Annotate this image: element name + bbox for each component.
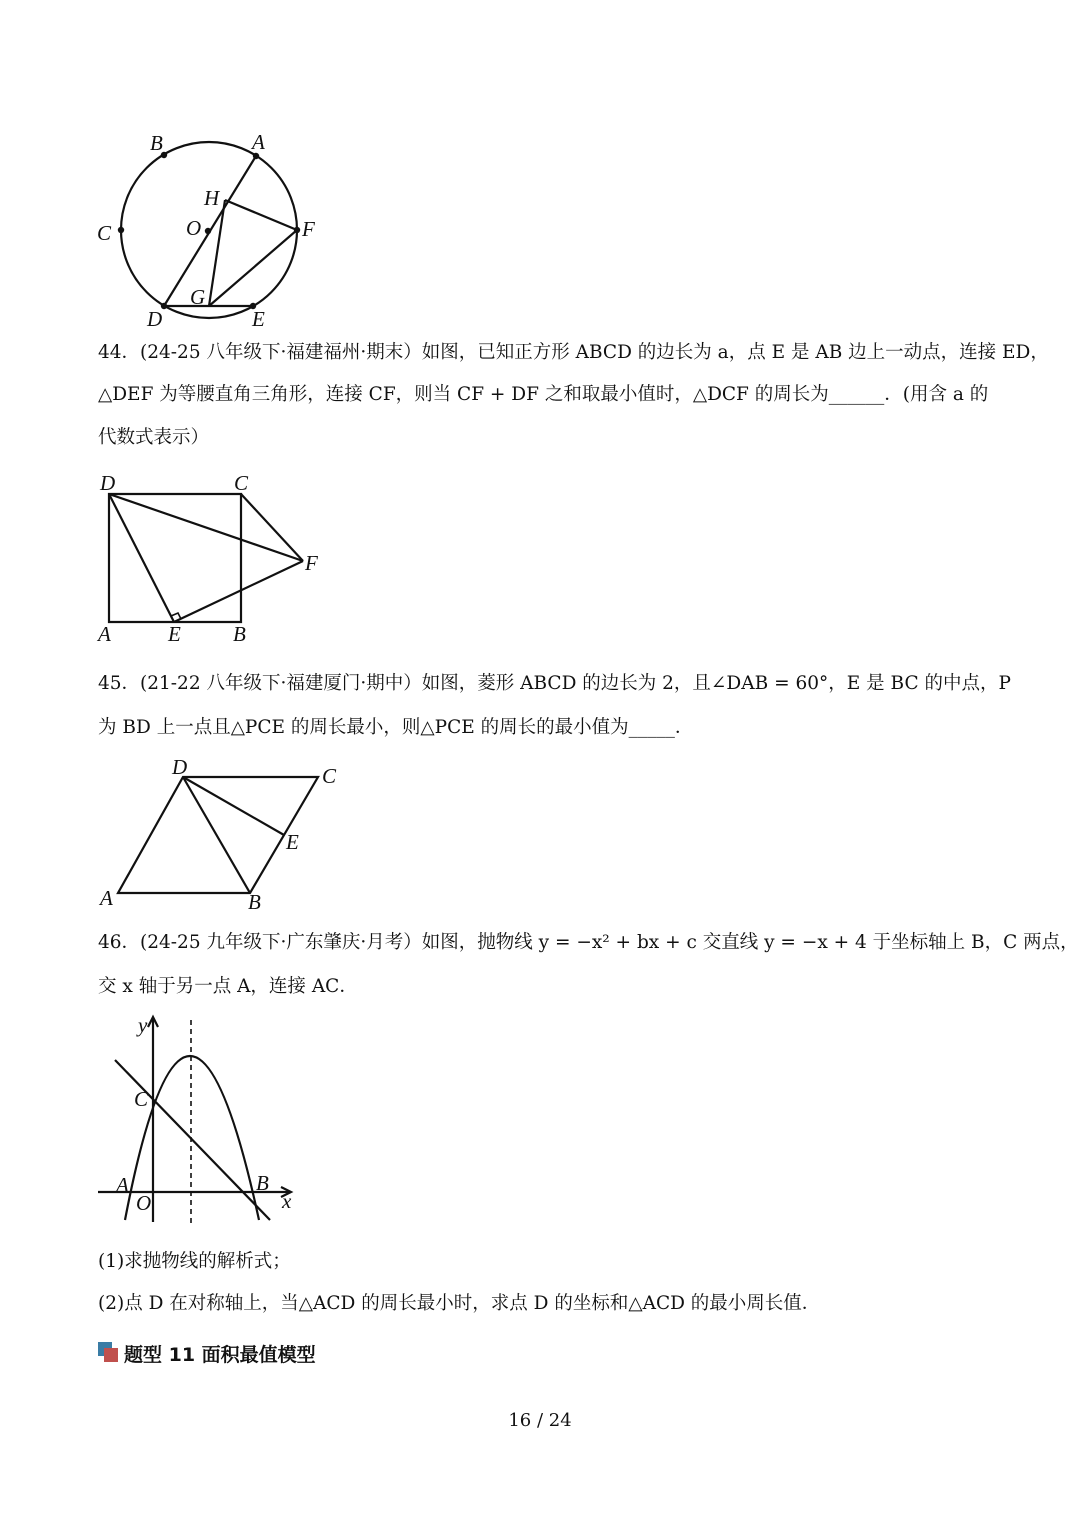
point-o: [205, 228, 211, 234]
page-number: 16 / 24: [508, 1410, 572, 1431]
square-abcd: [109, 494, 241, 622]
label-y: y: [138, 1013, 148, 1037]
label-h: H: [204, 186, 220, 210]
rhombus-figure: [90, 755, 350, 915]
question-44-line3: 代数式表示）: [98, 427, 210, 448]
label-g: G: [190, 285, 206, 309]
label-a: A: [100, 886, 113, 910]
circle-figure: [90, 125, 340, 340]
point-f: [294, 227, 300, 233]
label-c: C: [134, 1087, 149, 1111]
label-o: O: [136, 1191, 152, 1215]
question-45-line2: 为 BD 上一点且△PCE 的周长最小，则△PCE 的周长的最小值为_____．: [98, 717, 694, 738]
question-44-line1: 44．(24-25 八年级下·福建福州·期末）如图，已知正方形 ABCD 的边长为 a，点 E 是 AB 边上一动点，连接 ED，: [98, 342, 1049, 363]
square-figure: [90, 470, 340, 650]
label-b: B: [256, 1171, 269, 1195]
question-45-line1: 45．(21-22 八年级下·福建厦门·期中）如图，菱形 ABCD 的边长为 2，且∠DAB = 60°，E 是 BC 的中点，P: [98, 673, 1011, 694]
segment-hf: [225, 200, 297, 230]
label-b: B: [248, 890, 261, 914]
question-46-part1: (1)求抛物线的解析式；: [98, 1251, 291, 1272]
question-44-line2: △DEF 为等腰直角三角形，连接 CF，则当 CF + DF 之和取最小值时，△DCF 的周长为______．(用含 a 的: [98, 384, 989, 405]
section-heading: [98, 1338, 316, 1368]
label-e: E: [168, 622, 181, 646]
label-c: C: [322, 764, 337, 788]
section-title: 题型 11 面积最值模型: [124, 1343, 316, 1366]
label-x: x: [282, 1189, 292, 1213]
parabola-figure: [90, 1012, 310, 1237]
segment-ef: [174, 561, 303, 622]
diagonal-bd: [183, 777, 250, 893]
label-c: C: [97, 221, 112, 245]
label-a: A: [116, 1173, 129, 1197]
label-d: D: [172, 755, 188, 779]
label-o: O: [186, 216, 202, 240]
point-c: [118, 227, 124, 233]
segment-hg: [209, 200, 225, 306]
label-e: E: [286, 830, 299, 854]
label-c: C: [234, 471, 249, 495]
label-a: A: [98, 622, 111, 646]
question-46-line2: 交 x 轴于另一点 A，连接 AC．: [98, 976, 358, 997]
section-square-icon: [98, 1342, 120, 1364]
segment-gf: [209, 230, 297, 306]
label-a: A: [252, 130, 265, 154]
label-b: B: [233, 622, 246, 646]
label-d: D: [147, 307, 163, 331]
label-d: D: [100, 471, 116, 495]
label-b: B: [150, 131, 163, 155]
question-46-part2: (2)点 D 在对称轴上，当△ACD 的周长最小时，求点 D 的坐标和△ACD 的最小周长值．: [98, 1293, 821, 1314]
label-f: F: [305, 551, 318, 575]
segment-de: [183, 777, 284, 835]
label-e: E: [252, 307, 265, 331]
question-46-line1: 46．(24-25 九年级下·广东肇庆·月考）如图，抛物线 y = −x² + bx + c 交直线 y = −x + 4 于坐标轴上 B，C 两点，: [98, 932, 1079, 953]
label-f: F: [302, 217, 315, 241]
